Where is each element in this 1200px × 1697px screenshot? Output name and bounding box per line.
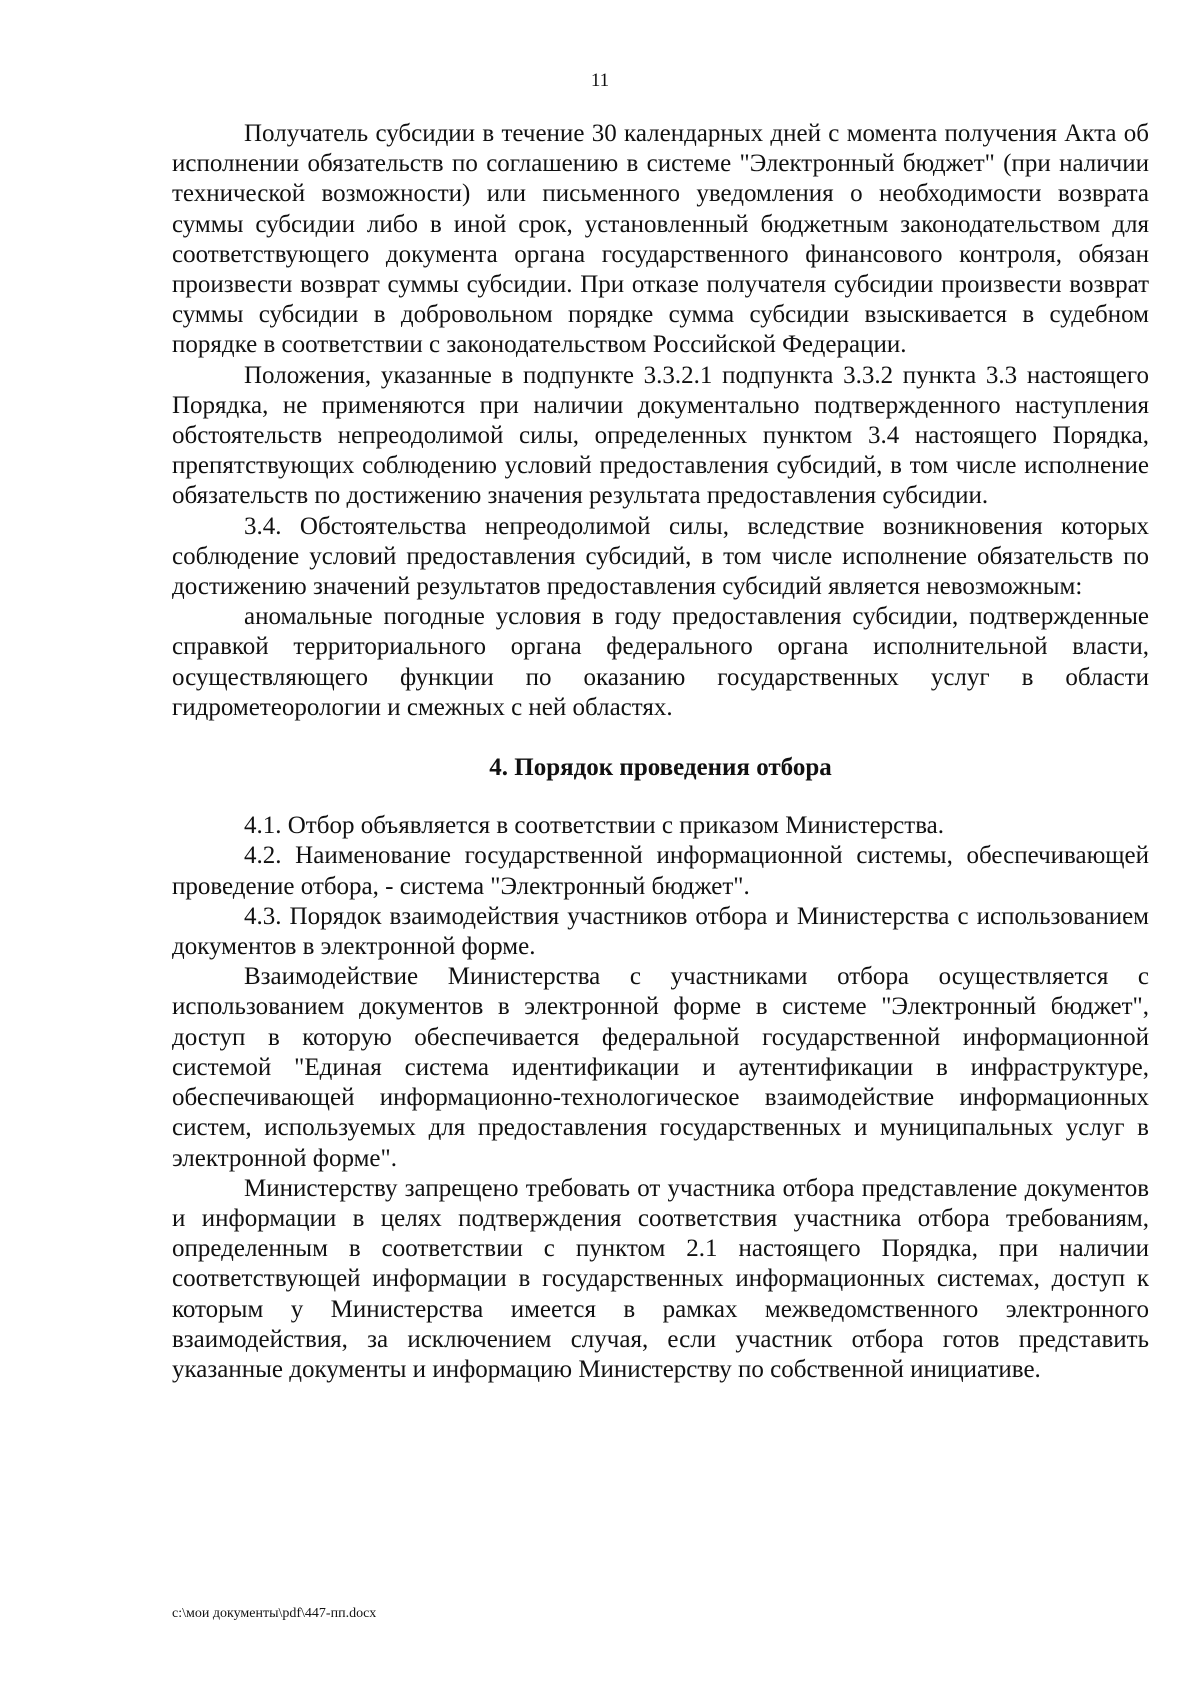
page-number: 11 [590,70,610,91]
paragraph-prohibition: Министерству запрещено требовать от участника отбора представление документов и информации в целях подтверждения соответствия участника отбора требованиям, определенным в соответствии с пунктом 2.1 настоящего Порядка, при наличии соответствующей информации в государственных информационных системах, доступ к которым у Министерства имеется в рамках межведомственного электронного взаимодействия, за исключением случая, если участник отбора готов представить указанные документы и информацию Министерству по собственной инициативе. [172,1174,1149,1383]
paragraph-provisions-exception: Положения, указанные в подпункте 3.3.2.1 подпункта 3.3.2 пункта 3.3 настоящего Порядка, не применяются при наличии документально подтвержденного наступления обстоятельств непреодолимой силы, определенных пунктом 3.4 настоящего Порядка, препятствующих соблюдению условий предоставления субсидий, в том числе исполнение обязательств по достижению значения результата предоставления субсидии. [172,361,1149,510]
paragraph-weather-conditions: аномальные погодные условия в году предоставления субсидии, подтвержденные справкой территориального органа федерального органа исполнительной власти, осуществляющего функции по оказанию государственных услуг в области гидрометеорологии и смежных с ней областях. [172,603,1149,721]
paragraph-4-1: 4.1. Отбор объявляется в соответствии с приказом Министерства. [244,812,945,840]
paragraph-interaction: Взаимодействие Министерства с участниками отбора осуществляется с использованием документов в электронной форме в системе "Электронный бюджет", доступ в которую обеспечивается федеральной государственной информационной системой "Единая система идентификации и аутентификации в инфраструктуре, обеспечивающей информационно-технологическое взаимодействие информационных систем, используемых для предоставления государственных и муниципальных услуг в электронной форме". [172,963,1149,1172]
paragraph-subsidy-return: Получатель субсидии в течение 30 календарных дней с момента получения Акта об исполнении обязательств по соглашению в системе "Электронный бюджет" (при наличии технической возможности) или письменного уведомления о необходимости возврата суммы субсидии либо в иной срок, установленный бюджетным законодательством для соответствующего документа органа государственного финансового контроля, обязан произвести возврат суммы субсидии. При отказе получателя субсидии произвести возврат суммы субсидии в добровольном порядке сумма субсидии взыскивается в судебном порядке в соответствии с законодательством Российской Федерации. [172,120,1149,359]
paragraph-4-2: 4.2. Наименование государственной информационной системы, обеспечивающей проведение отбора, - система "Электронный бюджет". [172,842,1149,900]
document-body [172,119,1149,1385]
paragraph-4-3: 4.3. Порядок взаимодействия участников отбора и Министерства с использованием документов в электронной форме. [172,902,1149,961]
paragraph-force-majeure: 3.4. Обстоятельства непреодолимой силы, вследствие возникновения которых соблюдение условий предоставления субсидий, в том числе исполнение обязательств по достижению значений результатов предоставления субсидий является невозможным: [172,512,1149,601]
section-heading: 4. Порядок проведения отбора [489,754,832,782]
footer-file-path: c:\мои документы\pdf\447-пп.docx [172,1606,377,1621]
